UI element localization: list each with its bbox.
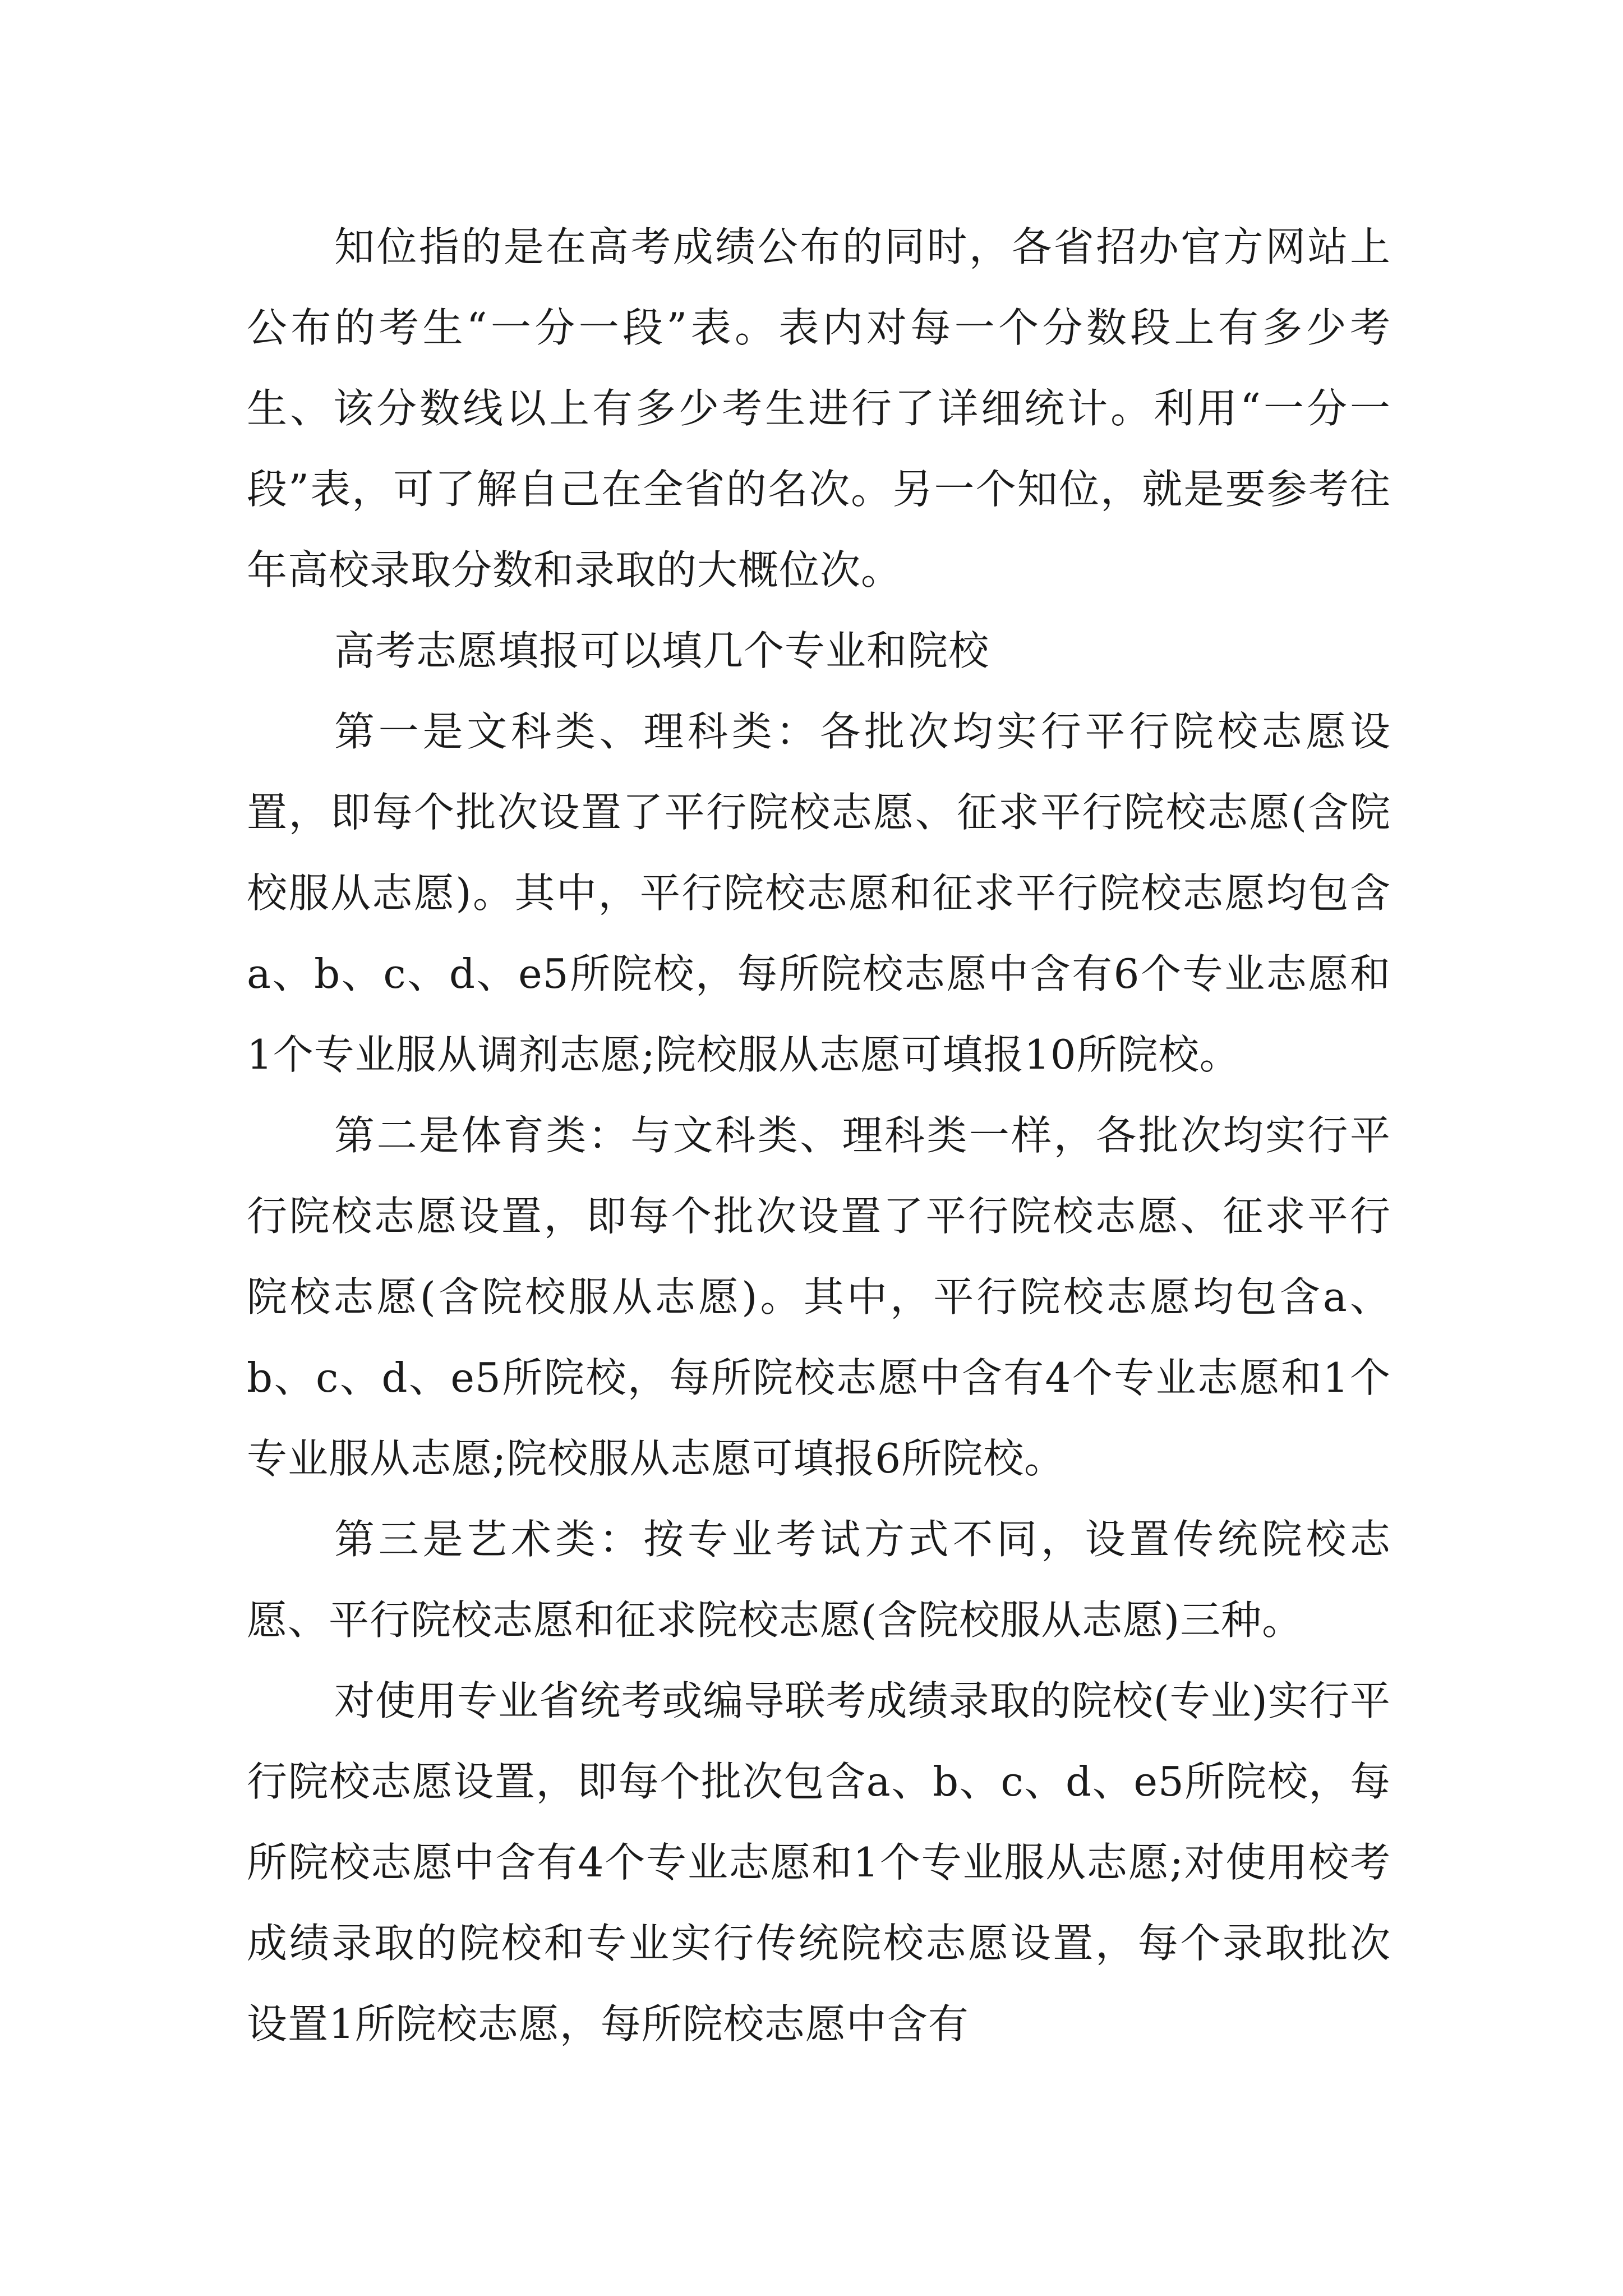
section-heading: 高考志愿填报可以填几个专业和院校 <box>334 627 990 674</box>
paragraph-sports: 第二是体育类：与文科类、理科类一样，各批次均实行平行院校志愿设置，即每个批次设置了平行院校志愿、征求平行院校志愿(含院校服从志愿)。其中，平行院校志愿均包含a、b、c、d、e5所院校，每所院校志愿中含有4个专业志愿和1个专业服从志愿;院校服从志愿可填报6所院校。 <box>247 1112 1391 1482</box>
document-body <box>247 206 1391 2064</box>
paragraph-arts-detail: 对使用专业省统考或编导联考成绩录取的院校(专业)实行平行院校志愿设置，即每个批次包含a、b、c、d、e5所院校，每所院校志愿中含有4个专业志愿和1个专业服从志愿;对使用校考成绩录取的院校和专业实行传统院校志愿设置，每个录取批次设置1所院校志愿，每所院校志愿中含有 <box>247 1677 1391 2047</box>
paragraph-intro: 知位指的是在高考成绩公布的同时，各省招办官方网站上公布的考生“一分一段”表。表内对每一个分数段上有多少考生、该分数线以上有多少考生进行了详细统计。利用“一分一段”表，可了解自己在全省的名次。另一个知位，就是要参考往年高校录取分数和录取的大概位次。 <box>247 223 1391 593</box>
paragraph-liberal-science: 第一是文科类、理科类：各批次均实行平行院校志愿设置，即每个批次设置了平行院校志愿、征求平行院校志愿(含院校服从志愿)。其中，平行院校志愿和征求平行院校志愿均包含a、b、c、d、e5所院校，每所院校志愿中含有6个专业志愿和1个专业服从调剂志愿;院校服从志愿可填报10所院校。 <box>247 708 1391 1078</box>
paragraph-arts: 第三是艺术类：按专业考试方式不同，设置传统院校志愿、平行院校志愿和征求院校志愿(含院校服从志愿)三种。 <box>247 1516 1391 1644</box>
